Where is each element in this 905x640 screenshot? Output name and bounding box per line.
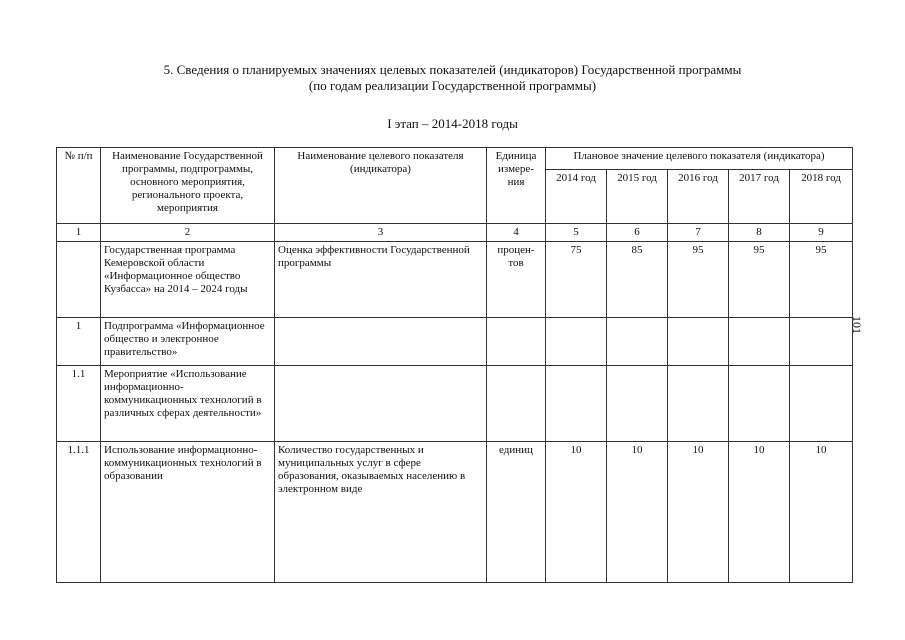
header-num: № п/п bbox=[57, 148, 101, 224]
table-row bbox=[57, 318, 853, 366]
row-name: Использование информационно-коммуникационных технологий в образовании bbox=[101, 442, 275, 583]
row-num: 1 bbox=[57, 318, 101, 366]
row-name: Мероприятие «Использование информационно-коммуникационных технологий в различных сферах деятельности» bbox=[101, 366, 275, 442]
row-num bbox=[57, 242, 101, 318]
row-value bbox=[607, 366, 668, 442]
row-value: 10 bbox=[729, 442, 790, 583]
column-number: 1 bbox=[57, 224, 101, 242]
header-row-1 bbox=[57, 148, 853, 170]
row-indicator bbox=[275, 318, 487, 366]
row-name: Подпрограмма «Информационное общество и электронное правительство» bbox=[101, 318, 275, 366]
stage-title: I этап – 2014-2018 годы bbox=[387, 116, 518, 131]
row-indicator bbox=[275, 366, 487, 442]
row-name: Государственная программа Кемеровской области «Информационное общество Кузбасса» на 2014 – 2024 годы bbox=[101, 242, 275, 318]
column-number: 5 bbox=[546, 224, 607, 242]
row-unit: единиц bbox=[487, 442, 546, 583]
row-value: 95 bbox=[668, 242, 729, 318]
row-num: 1.1 bbox=[57, 366, 101, 442]
header-unit: Единица измере-ния bbox=[487, 148, 546, 224]
row-unit: процен-тов bbox=[487, 242, 546, 318]
row-value: 10 bbox=[607, 442, 668, 583]
row-value: 10 bbox=[546, 442, 607, 583]
row-value: 85 bbox=[607, 242, 668, 318]
row-value bbox=[729, 366, 790, 442]
header-year: 2016 год bbox=[668, 170, 729, 224]
column-number: 9 bbox=[790, 224, 853, 242]
column-number: 7 bbox=[668, 224, 729, 242]
header-year: 2014 год bbox=[546, 170, 607, 224]
column-number: 4 bbox=[487, 224, 546, 242]
row-num: 1.1.1 bbox=[57, 442, 101, 583]
title-line-1: 5. Сведения о планируемых значениях целевых показателей (индикаторов) Государственной программы bbox=[163, 62, 742, 77]
row-value bbox=[790, 366, 853, 442]
row-value bbox=[729, 318, 790, 366]
header-year: 2015 год bbox=[607, 170, 668, 224]
row-value bbox=[790, 318, 853, 366]
column-number: 3 bbox=[275, 224, 487, 242]
table-row bbox=[57, 366, 853, 442]
document-title bbox=[0, 62, 905, 94]
column-number: 6 bbox=[607, 224, 668, 242]
row-unit bbox=[487, 318, 546, 366]
indicators-table bbox=[56, 147, 853, 583]
row-unit bbox=[487, 366, 546, 442]
row-value bbox=[546, 366, 607, 442]
page-number: 101 bbox=[850, 316, 864, 334]
row-indicator: Оценка эффективности Государственной программы bbox=[275, 242, 487, 318]
row-value bbox=[607, 318, 668, 366]
table-row bbox=[57, 442, 853, 583]
row-value: 75 bbox=[546, 242, 607, 318]
column-numbers-row bbox=[57, 224, 853, 242]
table-row bbox=[57, 242, 853, 318]
row-value bbox=[546, 318, 607, 366]
row-value: 95 bbox=[729, 242, 790, 318]
row-value: 95 bbox=[790, 242, 853, 318]
column-number: 8 bbox=[729, 224, 790, 242]
row-indicator: Количество государственных и муниципальных услуг в сфере образования, оказываемых населению в электронном виде bbox=[275, 442, 487, 583]
row-value bbox=[668, 366, 729, 442]
header-year: 2018 год bbox=[790, 170, 853, 224]
title-line-2: (по годам реализации Государственной программы) bbox=[308, 78, 597, 93]
column-number: 2 bbox=[101, 224, 275, 242]
header-year: 2017 год bbox=[729, 170, 790, 224]
header-name: Наименование Государственной программы, подпрограммы, основного мероприятия, регионального проекта, мероприятия bbox=[101, 148, 275, 224]
header-planned: Плановое значение целевого показателя (индикатора) bbox=[546, 148, 853, 170]
row-value bbox=[668, 318, 729, 366]
header-indicator: Наименование целевого показателя (индикатора) bbox=[275, 148, 487, 224]
row-value: 10 bbox=[790, 442, 853, 583]
row-value: 10 bbox=[668, 442, 729, 583]
